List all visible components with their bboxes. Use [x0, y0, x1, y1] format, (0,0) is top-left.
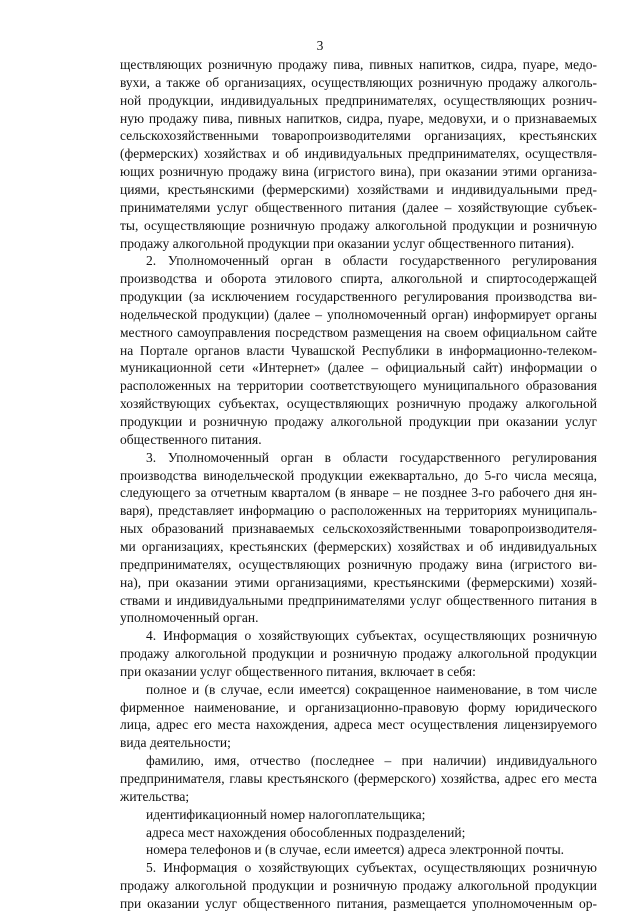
text-line: на Портале органов власти Чувашской Республики в информационно-телеком-	[120, 342, 597, 358]
text-line: адреса мест нахождения обособленных подразделений;	[146, 824, 466, 840]
text-line: продажу алкогольной продукции и розничную продажу алкогольной продукции	[120, 878, 597, 894]
text-line: ную продажу пива, пивных напитков, сидра, пуаре, медовухи, и о признаваемых	[120, 110, 597, 126]
text-line: ствами и индивидуальными предпринимателями услуг общественного питания в	[120, 592, 597, 608]
text-line: идентификационный номер налогоплательщика;	[146, 806, 426, 822]
text-line: хозяйствующих субъектах, осуществляющих розничную продажу алкогольной	[120, 396, 597, 412]
text-line: следующего за отчетным кварталом (в январе – не позднее 3-го рабочего дня ян-	[120, 485, 597, 501]
text-line: продажу алкогольной продукции при оказании услуг общественного питания).	[120, 235, 575, 251]
text-line: общественного питания.	[120, 431, 262, 447]
text-line: (фермерских) хозяйствах и об индивидуальных предпринимателях, осуществля-	[120, 146, 597, 162]
text-line: при оказании услуг общественного питания, размещается уполномоченным ор-	[120, 895, 597, 911]
text-line: циями, крестьянскими (фермерскими) хозяйствами и индивидуальными пред-	[120, 181, 597, 197]
text-line: 4. Информация о хозяйствующих субъектах, осуществляющих розничную	[146, 628, 597, 644]
text-line: ных образований признаваемых сельскохозяйственными товаропроизводителя-	[120, 521, 597, 537]
text-line: продукции (за исключением государственного регулирования производства ви-	[120, 289, 597, 305]
text-line: продукции и розничную продажу алкогольной продукции при оказании услуг	[120, 414, 597, 429]
text-line: 5. Информация о хозяйствующих субъектах, осуществляющих розничную	[146, 860, 597, 876]
text-line: сельскохозяйственными товаропроизводителями организациях, крестьянских	[120, 128, 597, 144]
text-line: производства винодельческой продукции ежеквартально, до 5-го числа месяца,	[120, 467, 597, 483]
text-line: расположенных на территории соответствующего муниципального образования	[120, 378, 597, 394]
text-line: номера телефонов и (в случае, если имеется) адреса электронной почты.	[146, 842, 565, 858]
text-line: уполномоченный орган.	[120, 610, 259, 626]
text-line: муникационной сети «Интернет» (далее – официальный сайт) информации о	[120, 360, 597, 376]
text-line: фирменное наименование, и организационно-правовую форму юридического	[120, 699, 597, 715]
text-line: ной продукции, индивидуальных предпринимателях, осуществляющих рознич-	[120, 92, 597, 108]
text-line: полное и (в случае, если имеется) сокращенное наименование, в том числе	[146, 681, 597, 697]
text-line: производства и оборота этилового спирта, алкогольной и спиртосодержащей	[120, 271, 597, 287]
text-line: нодельческой продукции) (далее – уполномоченный орган) информирует органы	[120, 306, 597, 322]
page-number: 3	[316, 38, 324, 53]
text-line: принимателями услуг общественного питания (далее – хозяйствующие субъек-	[120, 199, 597, 215]
text-line: ющих розничную продажу вина (игристого вина), при оказании этими организа-	[120, 164, 597, 180]
text-line: продажу алкогольной продукции и розничную продажу алкогольной продукции	[120, 646, 597, 662]
text-line: ты, осуществляющие розничную продажу алкогольной продукции и розничную	[120, 217, 597, 233]
text-line: 2. Уполномоченный орган в области государственного регулирования	[146, 253, 597, 269]
text-line: варя), представляет информацию о расположенных на территориях муниципаль-	[120, 503, 597, 519]
text-line: вухи, а также об организациях, осуществляющих розничную продажу алкоголь-	[120, 74, 597, 90]
text-line: местного самоуправления посредством размещения на своем официальном сайте	[120, 324, 597, 340]
text-line: предпринимателях, осуществляющих розничную продажу вина (игристого ви-	[120, 556, 597, 572]
text-line: жительства;	[120, 788, 190, 804]
text-line: вида деятельности;	[120, 735, 231, 751]
text-line: на), при оказании этими организациями, крестьянскими (фермерскими) хозяй-	[120, 574, 597, 590]
text-line: фамилию, имя, отчество (последнее – при наличии) индивидуального	[146, 753, 597, 769]
text-line: лица, адрес его места нахождения, адреса мест осуществления лицензируемого	[120, 717, 597, 733]
text-line: при оказании услуг общественного питания, включает в себя:	[120, 663, 476, 679]
text-line: предпринимателя, главы крестьянского (фермерского) хозяйства, адрес его места	[120, 771, 597, 786]
text-line: 3. Уполномоченный орган в области государственного регулирования	[146, 449, 597, 465]
text-line: ми организациях, крестьянских (фермерских) хозяйствах и об индивидуальных	[120, 538, 597, 554]
text-line: ществляющих розничную продажу пива, пивных напитков, сидра, пуаре, медо-	[120, 57, 597, 72]
